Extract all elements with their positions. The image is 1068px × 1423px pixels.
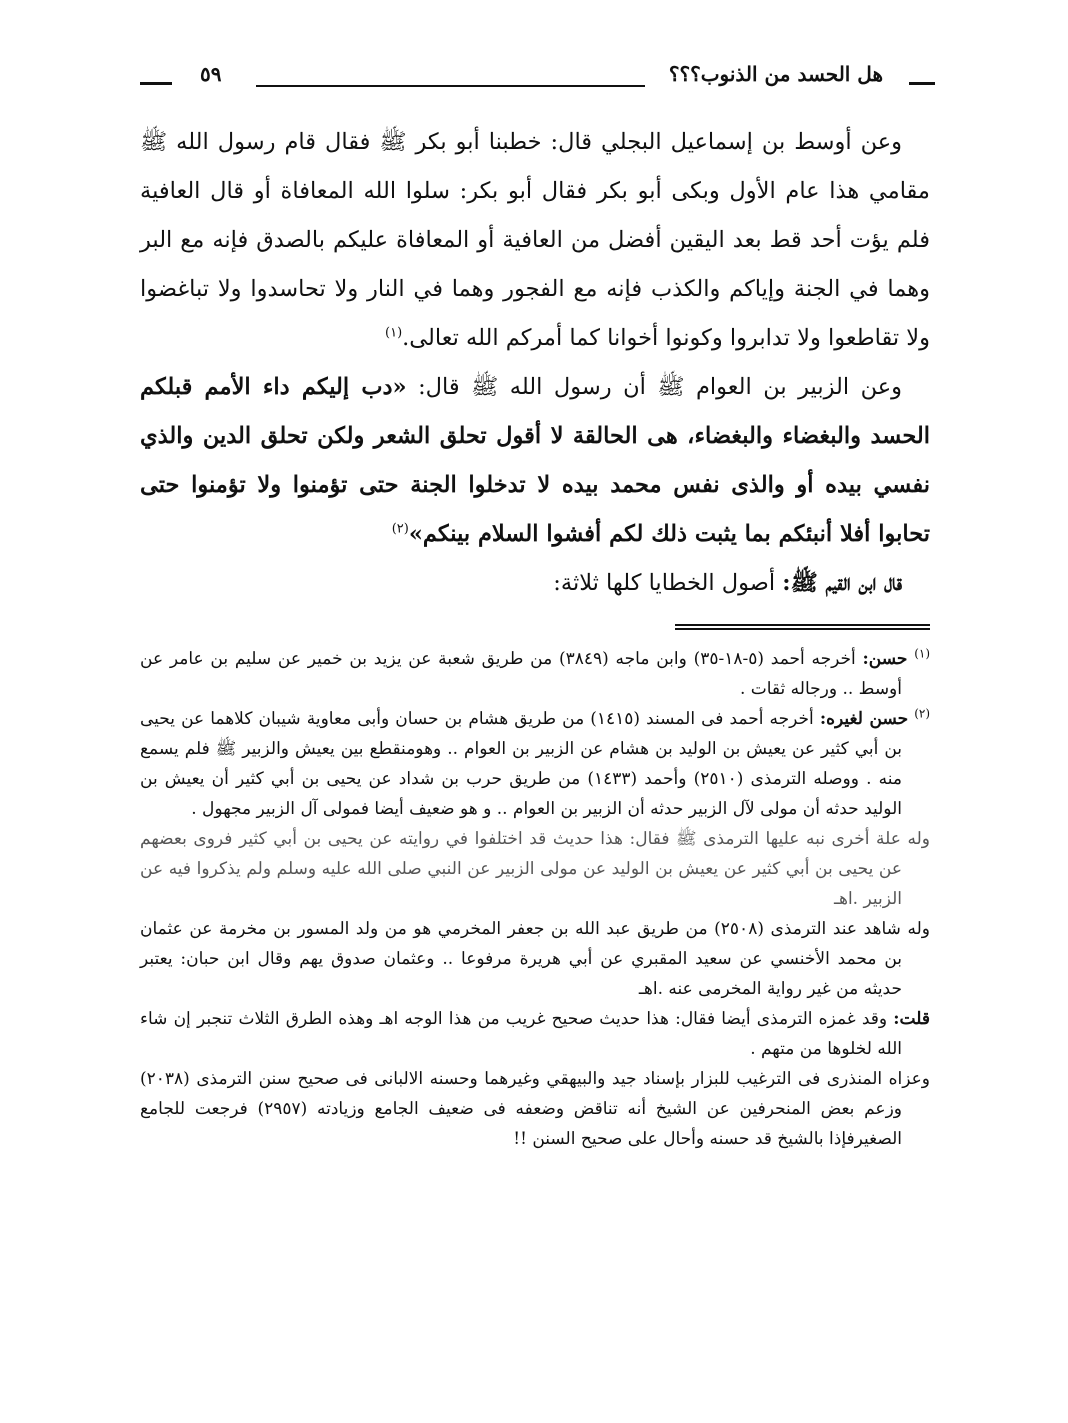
footnote-tirmidhi-note: وله علة أخرى نبه عليها الترمذى ﷺ فقال: هذا حديث قد اختلفوا في روايته عن يحيى بن أبي كثير فروى بعضهم عن يحيى بن أبي كثير عن يعيش بن الوليد عن مولى الزبير عن النبي صلى الله عليه وسلم ولم يذكروا فيه عن الزبير .اهـ [140, 829, 930, 909]
footnote-qultu [140, 1004, 930, 1064]
paragraph-awsat [140, 118, 930, 363]
footnote-2-number: (٢) [914, 706, 931, 721]
header-dash-right [909, 82, 935, 85]
footnote-2-label: حسن لغيره: [819, 709, 909, 729]
ibn-qayyim-text: أصول الخطايا كلها ثلاثة: [553, 570, 776, 596]
footnote-1-text: أخرجه أحمد (٥-١٨-٣٥) وابن ماجه (٣٨٤٩) من طريق شعبة عن يزيد بن خمير عن سليم بن عامر عن أوسط .. ورجاله ثقات . [140, 649, 902, 699]
main-text [140, 118, 930, 608]
footnote-qultu-label: قلت: [893, 1009, 931, 1029]
footnote-separator [675, 624, 930, 630]
footnote-1-label: حسن: [862, 649, 908, 669]
footnotes [140, 644, 930, 1154]
paragraph-zubair-hadith: «دب إليكم داء الأمم قبلكم الحسد والبغضاء والبغضاء، هى الحالقة لا أقول تحلق الشعر ولكن تحلق الدين والذي نفسي بيده أو والذى نفس محمد بيده لا تدخلوا الجنة حتى تؤمنوا ولا تؤمنوا حتى تحابوا أفلا أنبئكم بما يثبت ذلك لكم أفشوا السلام بينكم» [140, 374, 930, 547]
footnote-qultu-text: وقد غمزه الترمذى أيضا فقال: هذا حديث صحيح غريب من هذا الوجه اهـ وهذه الطرق الثلاث تنجبر إن شاء الله لخلوها من متهم . [140, 1009, 902, 1059]
footnote-1 [140, 644, 930, 704]
footnote-ref-1: (١) [385, 325, 403, 341]
ibn-qayyim-label: قال ابن القيم ﷺ: [782, 570, 902, 596]
footnote-mundhiri: وعزاه المنذرى فى الترغيب للبزار بإسناد جيد والبيهقي وغيرهما وحسنه الالبانى فى صحيح سنن الترمذى (٢٠٣٨) وزعم بعض المنحرفين عن الشيخ أنه تناقض وضعفه فى ضعيف الجامع وزيادته (٢٩٥٧) فرجعت للجامع الصغيرفإذا بالشيخ قد حسنه وأحال على صحيح السنن !! [140, 1069, 930, 1149]
page-number: ٥٩ [200, 62, 222, 86]
header-title: هل الحسد من الذنوب؟؟؟ [668, 62, 883, 86]
paragraph-zubair [140, 363, 930, 559]
footnote-shahid: وله شاهد عند الترمذى (٢٥٠٨) من طريق عبد الله بن جعفر المخرمي هو من ولد المسور بن مخرمة عن عثمان بن محمد الأخنسي عن سعيد المقبري عن أبي هريرة مرفوعا .. وعثمان صدوق يهم وقال ابن حبان: يعتبر حديثه من غير رواية المخرمى عنه .اهـ [140, 919, 930, 999]
running-header [140, 60, 935, 100]
footnote-2 [140, 704, 930, 824]
footnote-2-text: أخرجه أحمد فى المسند (١٤١٥) من طريق هشام بن حسان وأبى معاوية شيبان كلاهما عن يحيى بن أبي كثير عن يعيش بن الوليد بن هشام عن الزبير بن العوام .. وهومنقطع بين يعيش والزبير ﷺ فلم يسمع منه . ووصله الترمذى (٢٥١٠) وأحمد (١٤٣٣) من طريق حرب بن شداد عن يحيى بن أبي كثير أن يعيش بن الوليد حدثه أن مولى لآل الزبير حدثه أن الزبير بن العوام .. و هو ضعيف أيضا فمولى آل الزبير مجهول . [140, 709, 902, 819]
header-rule [256, 85, 645, 87]
footnote-1-number: (١) [914, 646, 931, 661]
footnote-ref-2: (٢) [391, 521, 409, 537]
paragraph-zubair-intro: وعن الزبير بن العوام ﷺ أن رسول الله ﷺ قال: [418, 374, 903, 400]
header-dash-left [140, 82, 172, 85]
paragraph-ibn-qayyim [140, 559, 930, 608]
paragraph-awsat-text: وعن أوسط بن إسماعيل البجلي قال: خطبنا أبو بكر ﷺ فقال قام رسول الله ﷺ مقامي هذا عام الأول وبكى أبو بكر فقال أبو بكر: سلوا الله المعافاة أو قال العافية فلم يؤت أحد قط بعد اليقين أفضل من العافية أو المعافاة عليكم بالصدق فإنه مع البر وهما في الجنة وإياكم والكذب فإنه مع الفجور وهما في النار ولا تحاسدوا ولا تباغضوا ولا تقاطعوا ولا تدابروا وكونوا أخوانا كما أمركم الله تعالى. [140, 129, 930, 351]
